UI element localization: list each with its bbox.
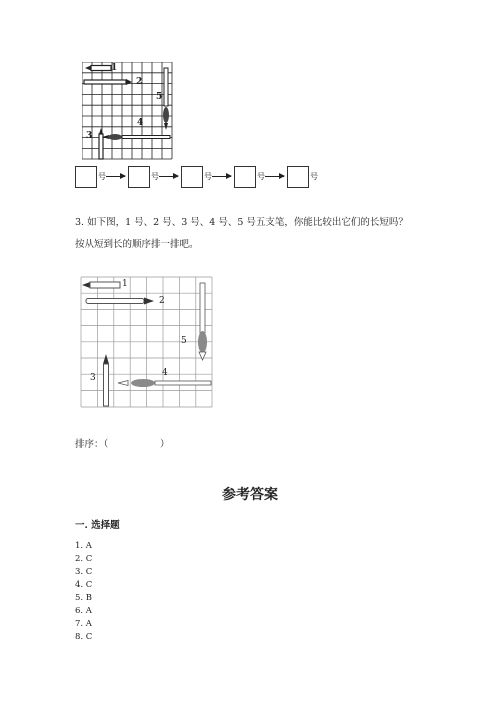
answer-item: 4. C	[75, 580, 93, 590]
arrow-right-icon	[159, 176, 178, 177]
arrow-right-icon	[265, 176, 284, 177]
figure1-label-5: 5	[156, 92, 163, 102]
answer-box-2[interactable]	[128, 166, 150, 188]
pen-3	[103, 354, 109, 406]
figure2-label-2: 2	[159, 296, 165, 306]
order-close-paren: ）	[160, 439, 170, 450]
hao-label: 号	[310, 172, 318, 181]
pen-2	[86, 298, 154, 305]
hao-label: 号	[151, 172, 159, 181]
hao-label: 号	[257, 172, 265, 181]
pen-1	[85, 66, 111, 71]
hao-label: 号	[204, 172, 212, 181]
question-3-line-1: 3. 如下图，1 号、2 号、3 号、4 号、5 号五支笔，你能比较出它们的长短吗？	[75, 217, 408, 228]
section-title: 一. 选择题	[75, 520, 120, 531]
answer-item: 1. A	[75, 541, 92, 551]
answer-box-4[interactable]	[234, 166, 256, 188]
figure1-label-4: 4	[137, 118, 144, 128]
pen-grid-figure-1	[82, 62, 174, 160]
answer-box-3[interactable]	[181, 166, 203, 188]
answer-item: 3. C	[75, 567, 93, 577]
pen-4	[118, 379, 211, 387]
answer-item: 8. C	[75, 632, 93, 642]
pen-4	[102, 134, 170, 140]
answer-item: 5. B	[75, 593, 93, 603]
pen-1	[82, 282, 120, 288]
pen-grid-figure-2	[80, 276, 214, 409]
answer-box-5[interactable]	[287, 166, 309, 188]
pen-5	[198, 283, 207, 360]
answer-item: 2. C	[75, 554, 93, 564]
pen-3	[99, 128, 103, 159]
order-boxes-row	[75, 166, 335, 188]
answer-item: 7. A	[75, 619, 92, 629]
hao-label: 号	[98, 172, 106, 181]
figure1-label-1: 1	[111, 63, 118, 73]
figure1-label-2: 2	[136, 77, 143, 87]
pen-2	[84, 79, 132, 85]
figure2-label-3: 3	[90, 373, 96, 383]
order-answer-field[interactable]	[124, 434, 158, 448]
pen-5	[163, 68, 169, 130]
answer-item: 6. A	[75, 606, 92, 616]
question-3-line-2: 按从短到长的顺序排一排吧。	[75, 239, 199, 250]
answer-box-1[interactable]	[75, 166, 97, 188]
arrow-right-icon	[106, 176, 125, 177]
figure2-label-1: 1	[122, 279, 128, 289]
order-label: 排序：（	[75, 439, 109, 450]
answers-title: 参考答案	[222, 487, 278, 503]
figure2-label-5: 5	[181, 336, 187, 346]
arrow-right-icon	[212, 176, 231, 177]
figure2-label-4: 4	[162, 368, 168, 378]
figure1-label-3: 3	[86, 131, 93, 141]
